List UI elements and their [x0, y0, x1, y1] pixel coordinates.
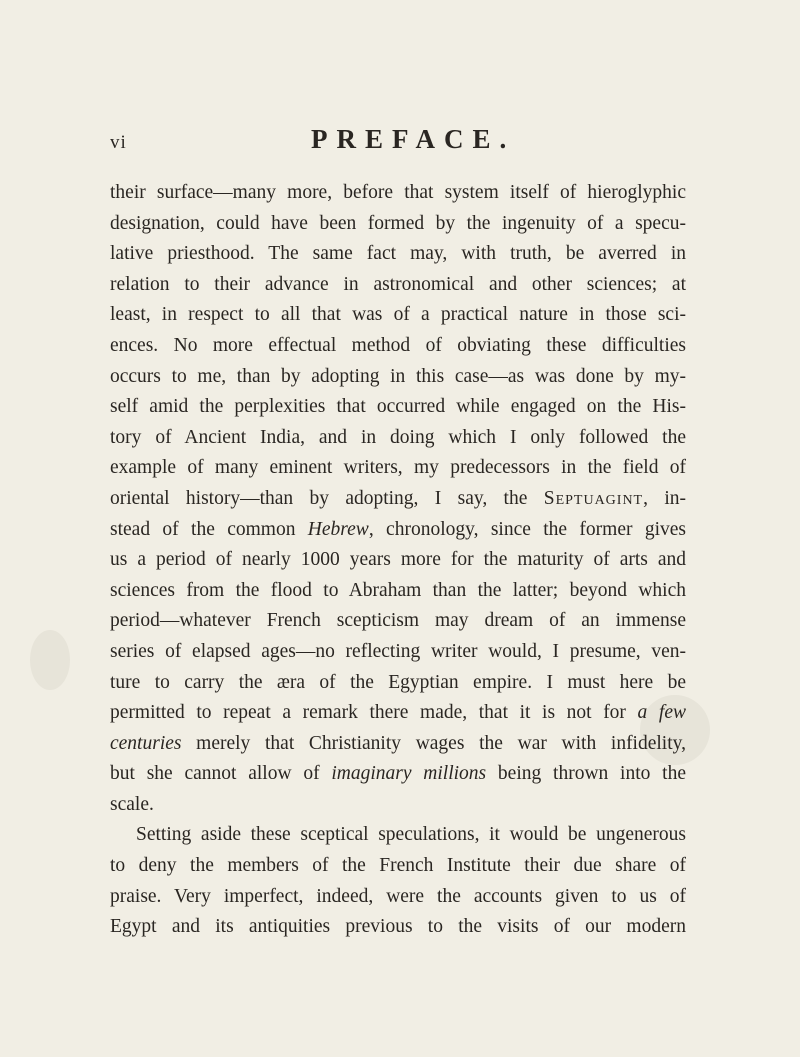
text-line: period—whatever French scepticism may dream of an immense — [110, 610, 686, 632]
a-few-term: a few — [637, 702, 686, 724]
text-line: scale. — [110, 793, 154, 815]
text-line — [110, 759, 686, 790]
text-run: but she cannot allow of — [110, 763, 332, 785]
text-line: lative priesthood. The same fact may, with truth, be averred in — [110, 243, 686, 265]
text-run: stead of the common — [110, 518, 308, 540]
text-run: merely that Christianity wages the war with infidelity, — [181, 732, 686, 754]
page-header — [0, 124, 800, 164]
text-line — [110, 515, 686, 546]
text-line: their surface—many more, before that system itself of hieroglyphic — [110, 182, 686, 203]
text-line: ences. No more effectual method of obviating these difficulties — [110, 334, 686, 356]
text-line: sciences from the flood to Abraham than the latter; beyond which — [110, 579, 686, 601]
text-line: relation to their advance in astronomical and other sciences; at — [110, 273, 686, 295]
text-run: being thrown into the — [486, 763, 686, 785]
text-line: to deny the members of the French Institute their due share of — [110, 855, 686, 877]
running-head: PREFACE. — [311, 124, 516, 154]
paper-stain — [30, 630, 70, 690]
text-line — [110, 484, 686, 515]
text-line: designation, could have been formed by the ingenuity of a specu- — [110, 212, 686, 234]
text-line: series of elapsed ages—no reflecting writer would, I presume, ven- — [110, 640, 686, 662]
text-line: ture to carry the æra of the Egyptian empire. I must here be — [110, 671, 686, 693]
text-line: occurs to me, than by adopting in this case—as was done by my- — [110, 365, 686, 387]
septuagint-term: Septuagint — [543, 487, 644, 509]
page-number: vi — [110, 132, 127, 153]
imaginary-millions-term: imaginary millions — [331, 763, 487, 785]
text-line: least, in respect to all that was of a practical nature in those sci- — [110, 304, 686, 326]
text-line: self amid the perplexities that occurred while engaged on the His- — [110, 396, 686, 418]
text-run: , chronology, since the former gives — [368, 518, 686, 540]
text-line — [110, 698, 686, 729]
body-text — [110, 178, 686, 943]
hebrew-term: Hebrew — [307, 518, 369, 540]
text-run: oriental history—than by adopting, I say, the — [110, 487, 544, 509]
centuries-term: centuries — [110, 732, 182, 754]
text-line: Egypt and its antiquities previous to the visits of our modern — [110, 916, 686, 938]
text-line: praise. Very imperfect, indeed, were the accounts given to us of — [110, 885, 686, 907]
text-line: Setting aside these sceptical speculations, it would be ungenerous — [136, 824, 686, 846]
text-run: permitted to repeat a remark there made, that it is not for — [110, 702, 638, 724]
text-line — [110, 729, 686, 760]
text-line: us a period of nearly 1000 years more for the maturity of arts and — [110, 549, 686, 571]
text-run: , in- — [643, 487, 686, 509]
text-line: tory of Ancient India, and in doing which I only followed the — [110, 426, 686, 448]
text-line: example of many eminent writers, my predecessors in the field of — [110, 457, 686, 479]
